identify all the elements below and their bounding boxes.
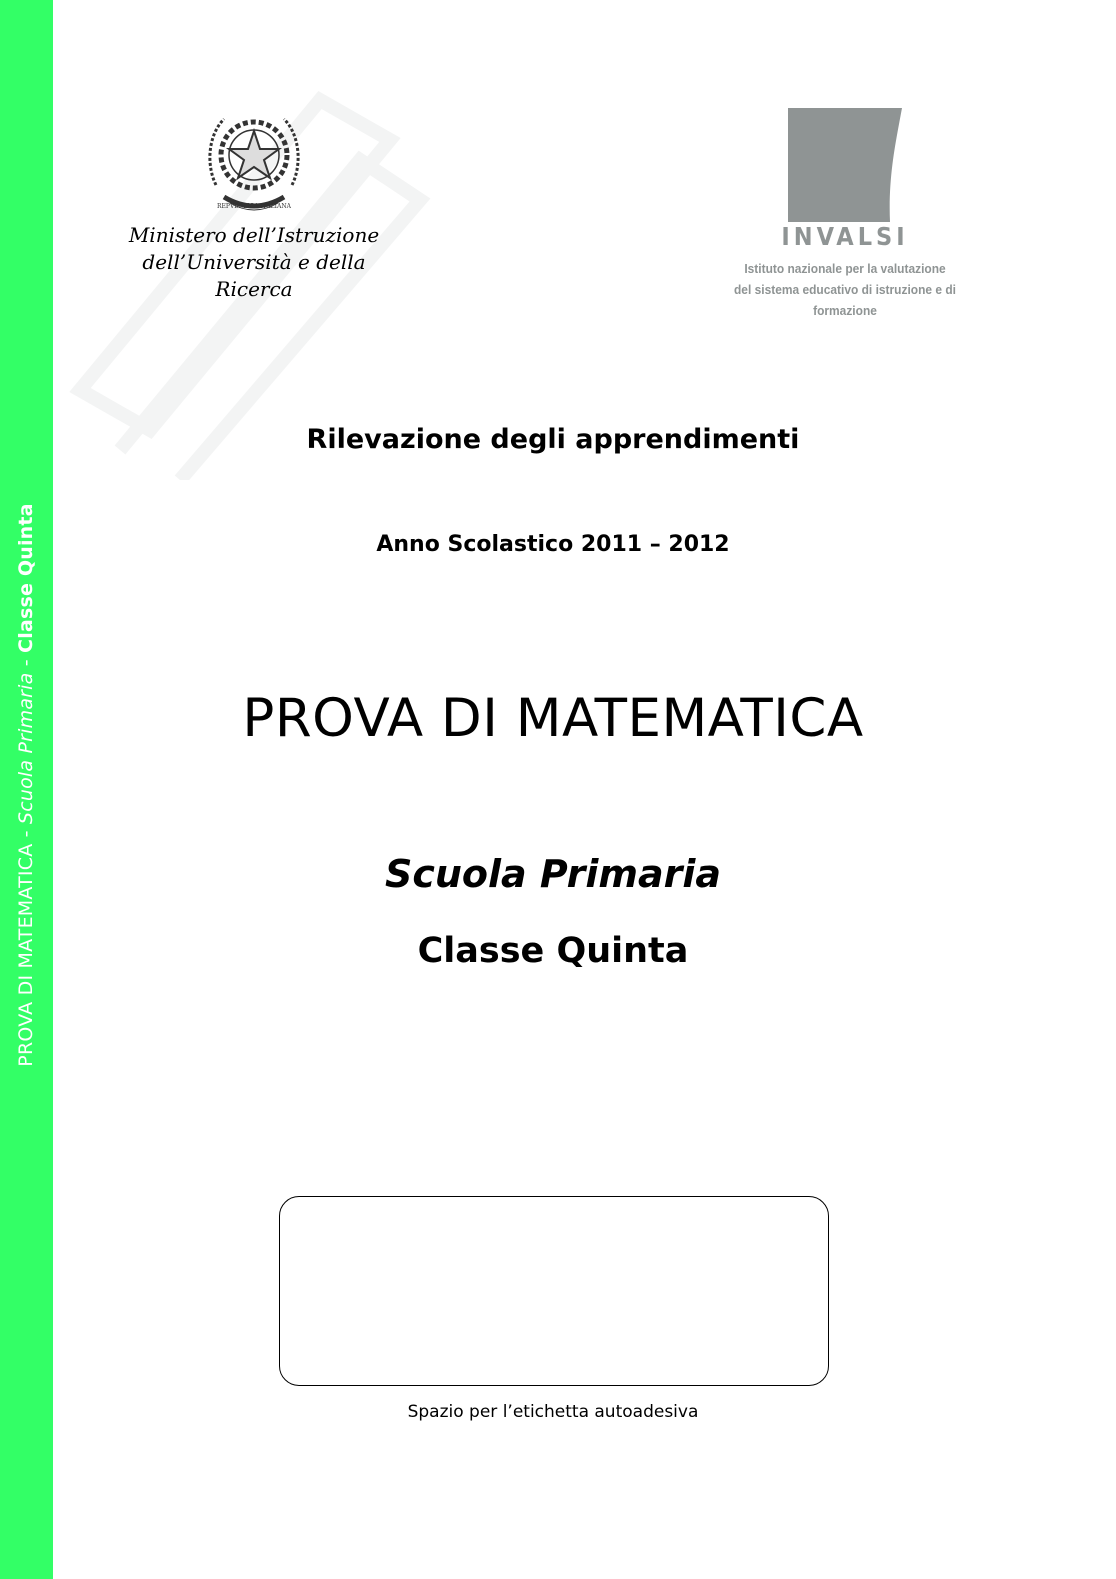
sticker-label-caption: Spazio per l’etichetta autoadesiva (407, 1402, 699, 1422)
side-caption-separator: - (15, 652, 37, 673)
side-vertical-caption (15, 503, 37, 1066)
assessment-title: Rilevazione degli apprendimenti (306, 424, 800, 455)
test-title: PROVA DI MATEMATICA (242, 688, 864, 749)
invalsi-logo-text: INVALSI (781, 222, 909, 251)
invalsi-description-line-2: del sistema educativo di istruzione e di formazione (733, 282, 956, 318)
side-caption-school: Scuola Primaria (15, 672, 37, 825)
school-level: Scuola Primaria (384, 852, 722, 896)
invalsi-description-line-1: Istituto nazionale per la valutazione (744, 261, 946, 276)
school-year: Anno Scolastico 2011 – 2012 (376, 532, 730, 557)
side-caption-subject: PROVA DI MATEMATICA - (15, 824, 37, 1067)
ministry-name (104, 222, 404, 303)
invalsi-description (702, 258, 987, 321)
svg-text:REPVBBLICA ITALIANA: REPVBBLICA ITALIANA (217, 203, 291, 210)
sticker-label-box (279, 1196, 829, 1386)
ministry-line-1: Ministero dell’Istruzione (128, 223, 380, 247)
side-caption-class: Classe Quinta (15, 503, 37, 653)
invalsi-logo-shape (786, 106, 904, 224)
italian-republic-emblem (204, 105, 304, 220)
class-level: Classe Quinta (417, 931, 689, 971)
ministry-line-2: dell’Università e della Ricerca (142, 250, 366, 301)
